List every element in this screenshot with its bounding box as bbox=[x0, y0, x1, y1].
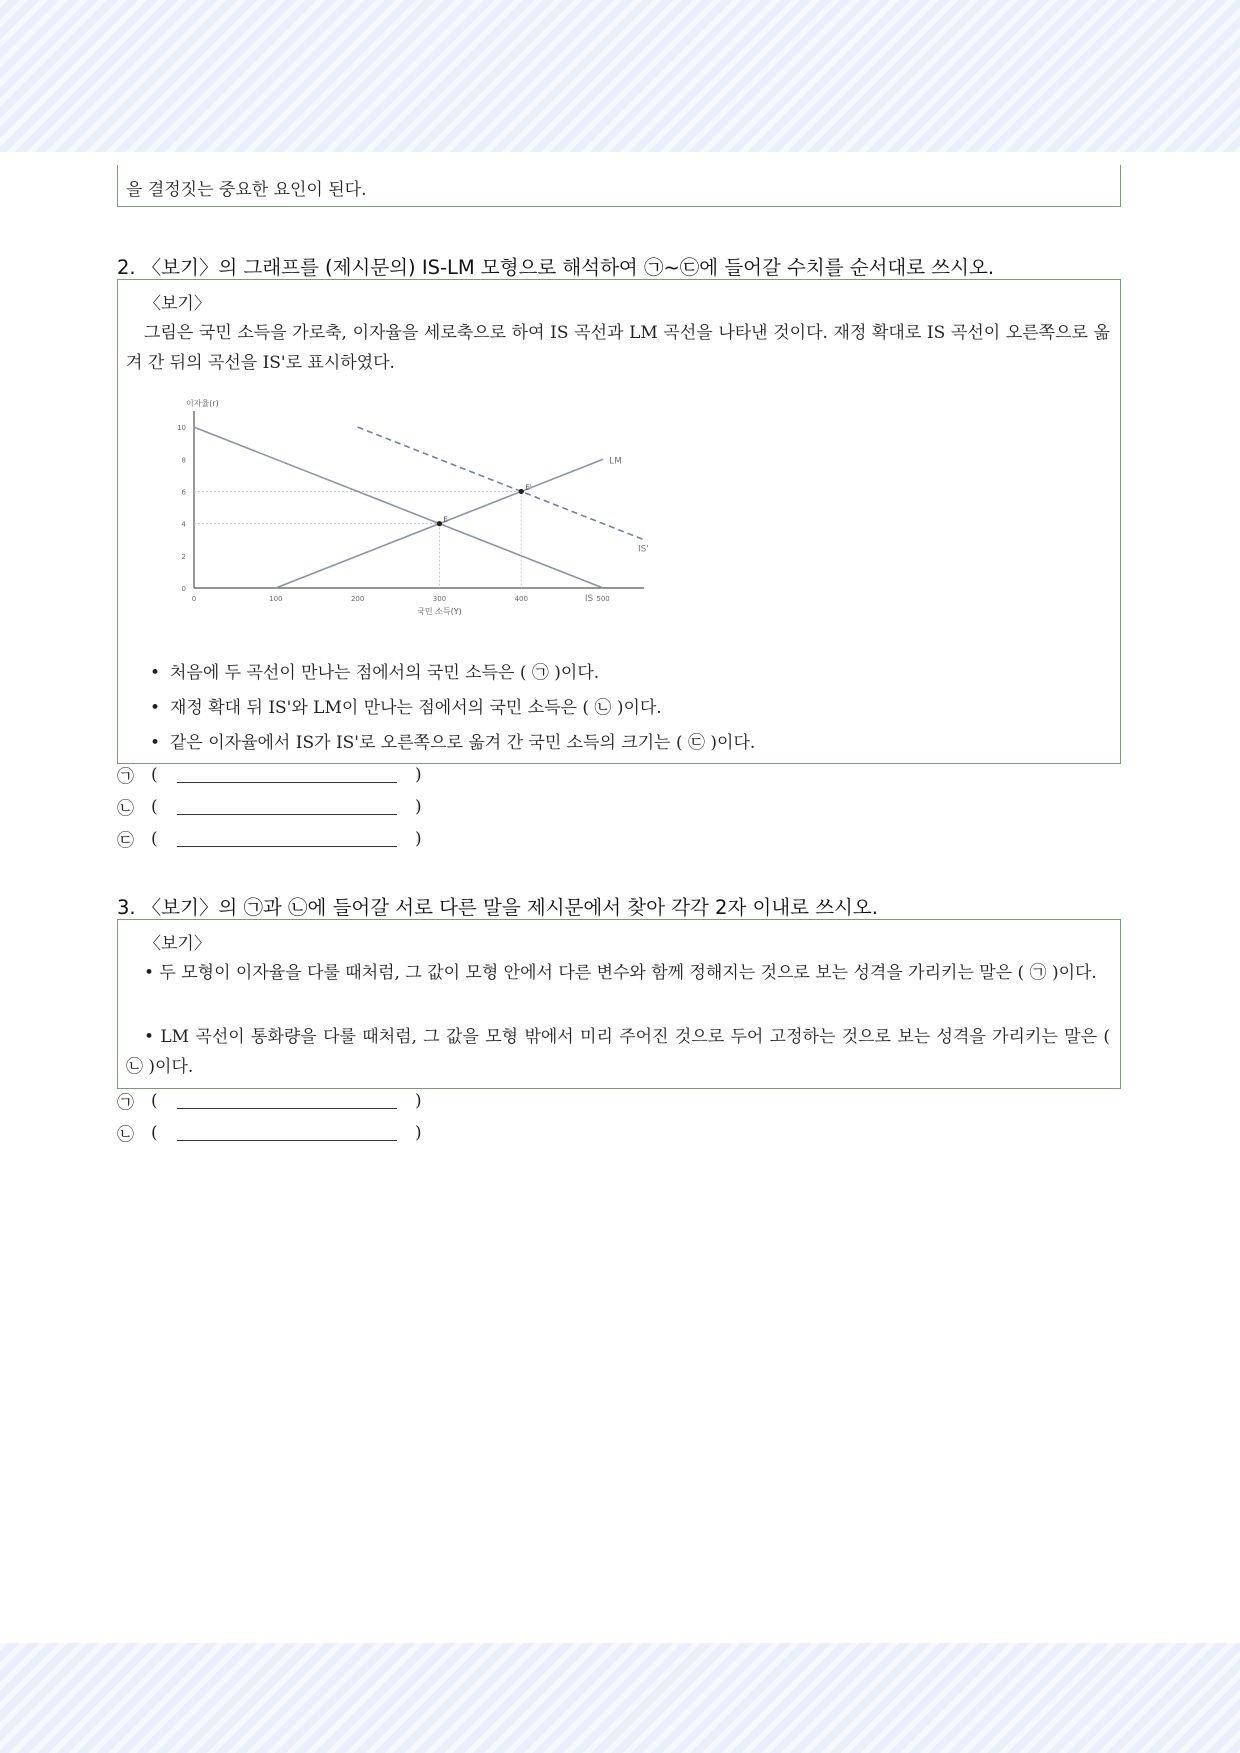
x-tick-label: 100 bbox=[269, 595, 283, 603]
question-3-title: 3. 〈보기〉의 ㉠과 ㉡에 들어갈 서로 다른 말을 제시문에서 찾아 각각 2자 이내로 쓰시오. bbox=[117, 896, 878, 919]
x-tick-label: 200 bbox=[350, 595, 365, 603]
bogi-bullet-3 bbox=[150, 728, 755, 753]
answer-row-4 bbox=[117, 1088, 422, 1113]
answer-row-5 bbox=[117, 1120, 422, 1145]
bullet-dot: • bbox=[150, 698, 161, 718]
question-2-bogi-box bbox=[117, 279, 1121, 764]
bogi-label: 〈보기〉 bbox=[144, 934, 211, 954]
series-line-is bbox=[194, 427, 603, 588]
answer-blank[interactable] bbox=[177, 830, 397, 847]
answer-marker: ㉠ bbox=[117, 767, 134, 787]
open-paren: ( bbox=[151, 1122, 158, 1143]
bogi-paragraph-1: • 두 모형이 이자율을 다룰 때처럼, 그 값이 모형 안에서 다른 변수와 함께 정해지는 것으로 보는 성격을 가리키는 말은 ( ㉠ )이다. bbox=[144, 963, 1097, 983]
x-tick-label: 0 bbox=[191, 595, 197, 603]
x-axis-label: 국민 소득(Y) bbox=[417, 607, 462, 616]
y-tick-label: 6 bbox=[181, 488, 186, 497]
close-paren: ) bbox=[415, 828, 422, 849]
answer-marker: ㉢ bbox=[117, 831, 134, 851]
answer-blank[interactable] bbox=[177, 766, 397, 783]
y-tick-label: 2 bbox=[181, 552, 186, 561]
y-tick-label: 0 bbox=[181, 585, 186, 593]
intersection-point bbox=[437, 521, 442, 526]
point-label: E bbox=[443, 515, 448, 524]
y-tick-label: 4 bbox=[181, 520, 186, 529]
bullet-dot: • bbox=[150, 663, 161, 683]
question-3-bogi-box bbox=[117, 919, 1121, 1089]
x-tick-label: 400 bbox=[514, 595, 528, 603]
series-label: IS' bbox=[638, 544, 649, 555]
answer-marker: ㉡ bbox=[117, 1125, 134, 1145]
question-2-title: 2. 〈보기〉의 그래프를 (제시문의) IS-LM 모형으로 해석하여 ㉠~㉢에 들어갈 수치를 순서대로 쓰시오. bbox=[117, 256, 995, 279]
close-paren: ) bbox=[415, 1090, 422, 1111]
header-band bbox=[0, 0, 1240, 152]
series-label: LM bbox=[609, 456, 622, 467]
intersection-point bbox=[519, 489, 524, 494]
answer-blank[interactable] bbox=[177, 798, 397, 815]
open-paren: ( bbox=[151, 828, 158, 849]
x-tick-label: 500 bbox=[596, 595, 610, 603]
bullet-text: 처음에 두 곡선이 만나는 점에서의 국민 소득은 ( ㉠ )이다. bbox=[170, 663, 600, 683]
open-paren: ( bbox=[151, 764, 158, 785]
bullet-dot: • bbox=[150, 733, 161, 753]
previous-passage-box bbox=[117, 165, 1121, 207]
open-paren: ( bbox=[151, 1090, 158, 1111]
answer-row-1 bbox=[117, 762, 422, 787]
bullet-text: 재정 확대 뒤 IS'와 LM이 만나는 점에서의 국민 소득은 ( ㉡ )이다. bbox=[170, 698, 662, 718]
answer-blank[interactable] bbox=[177, 1124, 397, 1141]
answer-marker: ㉠ bbox=[117, 1093, 134, 1113]
y-tick-label: 8 bbox=[181, 456, 186, 465]
passage-continuation: 을 결정짓는 중요한 요인이 된다. bbox=[126, 180, 367, 200]
close-paren: ) bbox=[415, 764, 422, 785]
bogi-bullet-1 bbox=[150, 658, 599, 683]
series-label: IS bbox=[584, 594, 594, 604]
bogi-bullet-2 bbox=[150, 693, 662, 718]
series-line-isprime bbox=[358, 427, 644, 540]
answer-blank[interactable] bbox=[177, 1092, 397, 1109]
close-paren: ) bbox=[415, 1122, 422, 1143]
answer-marker: ㉡ bbox=[117, 799, 134, 819]
bogi-paragraph-2: • LM 곡선이 통화량을 다룰 때처럼, 그 값을 모형 밖에서 미리 주어진 것으로 두어 고정하는 것으로 보는 성격을 가리키는 말은 ( ㉡ )이다. bbox=[126, 1027, 1110, 1077]
bogi-paragraph: 그림은 국민 소득을 가로축, 이자율을 세로축으로 하여 IS 곡선과 LM 곡선을 나타낸 것이다. 재정 확대로 IS 곡선이 오른쪽으로 옮겨 간 뒤의 곡선을 IS'로 표시하였다. bbox=[126, 323, 1110, 373]
close-paren: ) bbox=[415, 796, 422, 817]
answer-row-3 bbox=[117, 826, 422, 851]
x-tick-label: 300 bbox=[432, 595, 447, 603]
is-lm-chart bbox=[158, 393, 698, 628]
y-tick-label: 10 bbox=[177, 424, 186, 433]
bullet-text: 같은 이자율에서 IS가 IS'로 오른쪽으로 옮겨 간 국민 소득의 크기는 ( ㉢ )이다. bbox=[170, 733, 756, 753]
bogi-label: 〈보기〉 bbox=[144, 294, 211, 314]
open-paren: ( bbox=[151, 796, 158, 817]
footer-band bbox=[0, 1643, 1240, 1753]
y-axis-label: 이자율(r) bbox=[186, 399, 219, 408]
answer-row-2 bbox=[117, 794, 422, 819]
point-label: E' bbox=[525, 483, 532, 492]
